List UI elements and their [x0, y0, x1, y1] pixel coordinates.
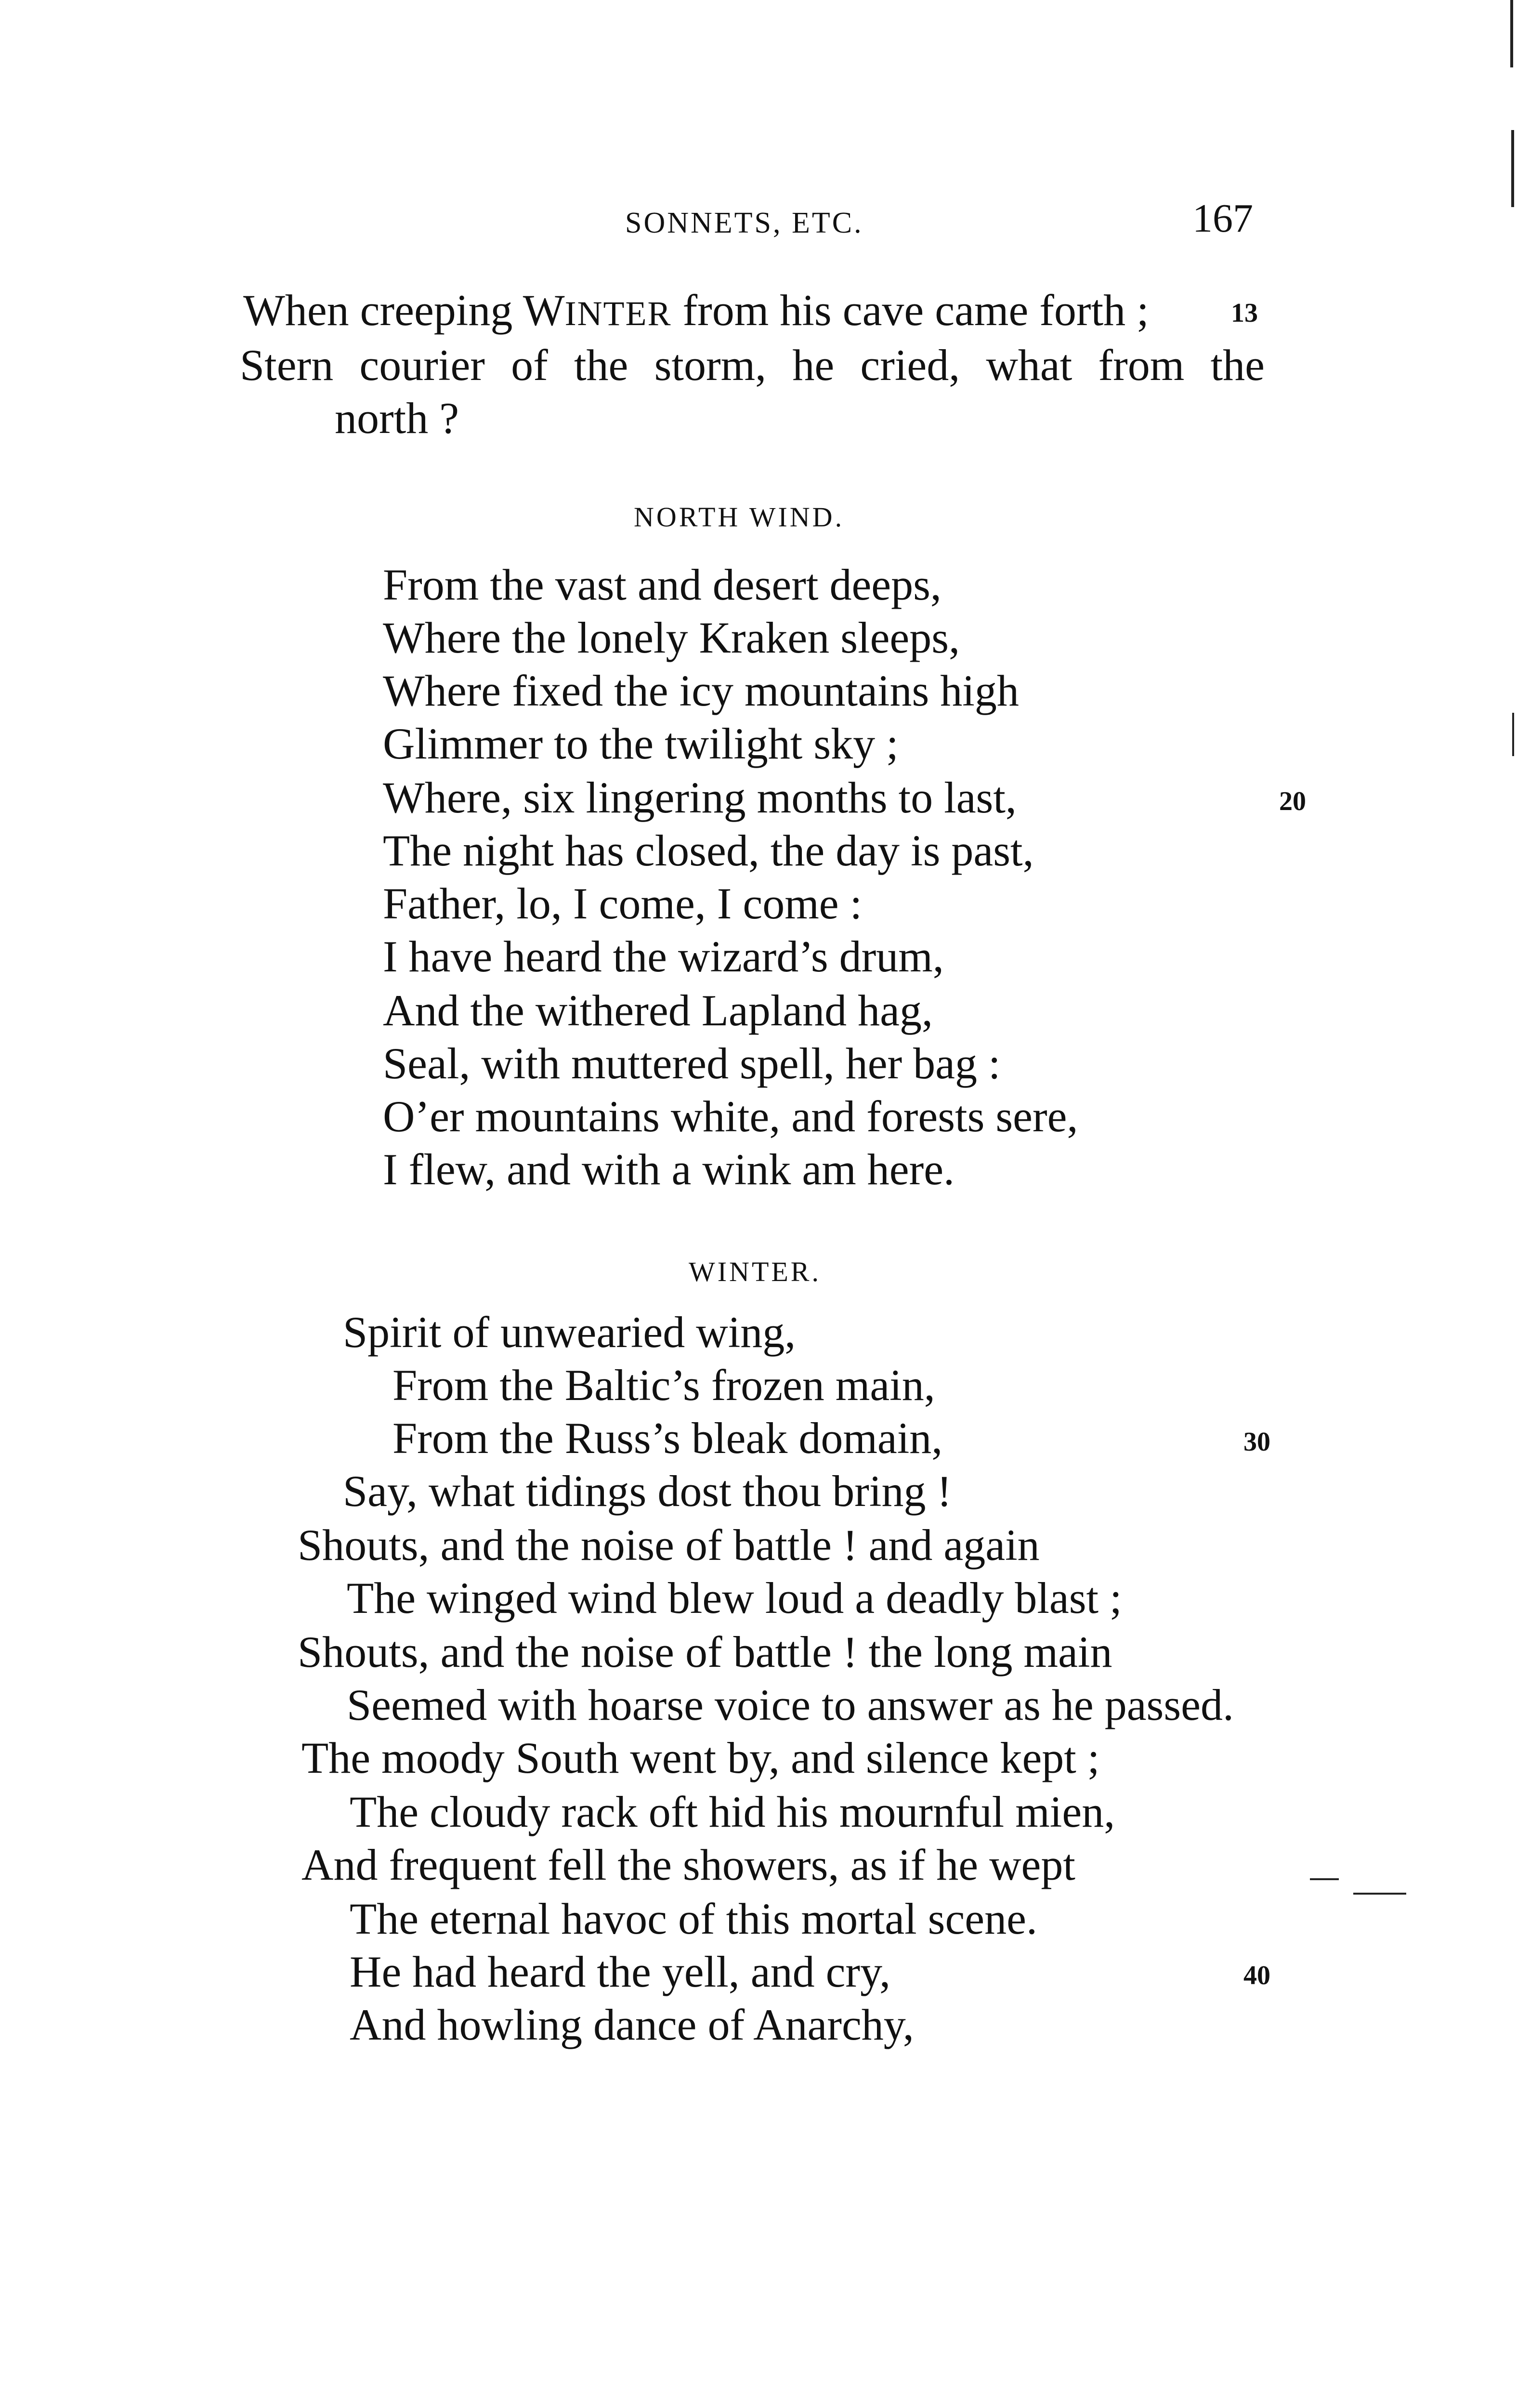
winter-line: From the Russ’s bleak domain,: [392, 1413, 943, 1463]
north-wind-line: Glimmer to the twilight sky ;: [383, 719, 899, 768]
scan-edge-mark: [1511, 130, 1514, 207]
winter-line: From the Baltic’s frozen main,: [392, 1361, 935, 1410]
winter-line: Say, what tidings dost thou bring !: [343, 1466, 952, 1516]
word: cried,: [860, 340, 960, 390]
scan-smudge-mark: [1353, 1893, 1406, 1895]
word: from: [1098, 340, 1185, 390]
winter-line: Shouts, and the noise of battle ! and again: [298, 1520, 1040, 1570]
opening-line-1: [243, 286, 1149, 335]
line-number-30: 30: [1243, 1427, 1270, 1457]
winter-small-caps-initial: W: [523, 286, 565, 335]
winter-line: And frequent fell the showers, as if he wept: [301, 1840, 1075, 1889]
word: courier: [359, 340, 485, 390]
word: what: [986, 340, 1072, 390]
north-wind-line: Father, lo, I come, I come :: [383, 879, 863, 928]
scan-edge-mark: [1512, 713, 1514, 756]
north-wind-line: I have heard the wizard’s drum,: [383, 932, 944, 981]
opening-line-1-post: from his cave came forth ;: [671, 286, 1149, 335]
scan-edge-mark: [1510, 0, 1513, 67]
word: Stern: [240, 340, 334, 390]
winter-line: The moody South went by, and silence kept ;: [301, 1733, 1100, 1782]
opening-line-1-pre: When creeping: [243, 286, 523, 335]
page-number: 167: [1192, 196, 1253, 241]
scan-smudge-mark: [1310, 1878, 1339, 1880]
line-number-13: 13: [1231, 298, 1258, 328]
north-wind-line: Where fixed the icy mountains high: [383, 666, 1019, 715]
winter-line: The eternal havoc of this mortal scene.: [350, 1894, 1037, 1943]
running-head: SONNETS, ETC.: [625, 207, 863, 239]
winter-line: And howling dance of Anarchy,: [350, 2000, 914, 2049]
winter-line: The cloudy rack oft hid his mournful mien,: [350, 1787, 1115, 1836]
winter-line: Spirit of unwearied wing,: [343, 1308, 796, 1357]
winter-line: Shouts, and the noise of battle ! the long main: [298, 1627, 1112, 1676]
north-wind-line: I flew, and with a wink am here.: [383, 1145, 955, 1194]
north-wind-line: O’er mountains white, and forests sere,: [383, 1092, 1078, 1141]
word: he: [792, 340, 835, 390]
north-wind-line: Where, six lingering months to last,: [383, 773, 1017, 822]
north-wind-line: The night has closed, the day is past,: [383, 826, 1034, 875]
word: storm,: [654, 340, 767, 390]
winter-line: He had heard the yell, and cry,: [350, 1947, 891, 1996]
opening-line-2: [240, 340, 1265, 390]
word: the: [1210, 340, 1265, 390]
word: the: [574, 340, 628, 390]
winter-line: Seemed with hoarse voice to answer as he passed.: [347, 1680, 1234, 1729]
winter-line: The winged wind blew loud a deadly blast ;: [347, 1573, 1122, 1623]
north-wind-line: From the vast and desert deeps,: [383, 560, 942, 609]
line-number-40: 40: [1243, 1961, 1270, 1990]
north-wind-heading: NORTH WIND.: [634, 501, 845, 533]
winter-small-caps-rest: INTER: [564, 294, 672, 333]
word: of: [511, 340, 548, 390]
north-wind-line: Seal, with muttered spell, her bag :: [383, 1039, 1001, 1088]
line-number-20: 20: [1279, 786, 1306, 816]
winter-heading: WINTER.: [689, 1256, 821, 1287]
north-wind-line: Where the lonely Kraken sleeps,: [383, 613, 960, 662]
north-wind-line: And the withered Lapland hag,: [383, 986, 933, 1035]
opening-line-3: north ?: [335, 393, 459, 443]
